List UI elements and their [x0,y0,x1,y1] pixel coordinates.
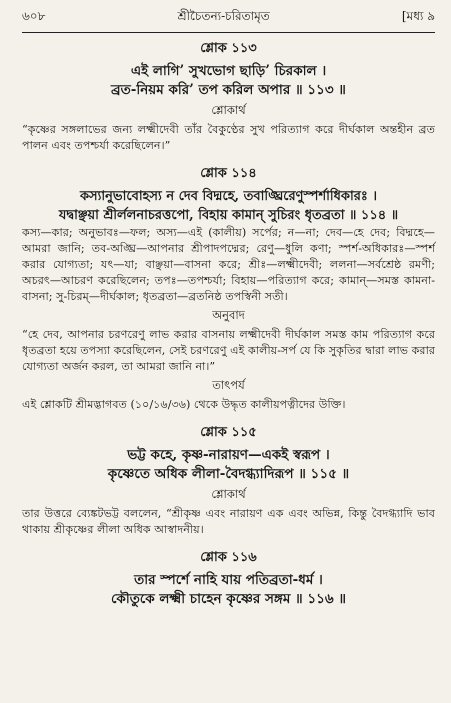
purport-paragraph: এই শ্লোকটি শ্রীমদ্ভাগবত (১০/১৬/৩৬) থেকে উদ্ধৃত কালীয়পত্নীদের উক্তি। [22,398,346,411]
chapter-marker: [মধ্য ৯ [401,9,435,23]
translation-paragraph: “কৃষ্ণের সঙ্গলাভের জন্য লক্ষ্মীদেবী তাঁর বৈকুণ্ঠের সুখ পরিত্যাগ করে দীর্ঘকাল অন্তহীন ব্রত পালন এবং তপশ্চর্যা করেছিলেন।” [22,123,435,152]
translation-paragraph: “হে দেব, আপনার চরণরেণু লাভ করার বাসনায় লক্ষ্মীদেবী দীর্ঘকাল সমস্ত কাম পরিত্যাগ করে ধৃতব্রতা হয়ে তপস্যা করেছিলেন, সেই চরণরেণু এই কালীয়-সর্প যে কি সুকৃতির দ্বারা লাভ করার যোগ্যতা অর্জন করল, তা আমরা জানি না।” [22,328,435,373]
page-header [22,8,435,28]
page-number: ৬০৮ [22,9,46,23]
verse-line: ভট্ট কহে, কৃষ্ণ-নারায়ণ—একই স্বরূপ । [127,447,330,463]
sanskrit-verse-line: কস্যানুভাবোহস্য ন দেব বিদ্মহে, তবাঙ্ঘ্রিরেণুস্পর্শাধিকারঃ । [79,189,378,204]
verse-heading-115: শ্লোক ১১৫ [200,425,257,440]
verse-line: তার স্পর্শে নাহি যায় পতিব্রতা-ধর্ম । [134,572,323,588]
sanskrit-verse-line: যদ্বাঞ্ছয়া শ্রীর্ললনাচরত্তপো, বিহায় কামান্ সুচিরং ধৃতব্রতা ॥ ১১৪ ॥ [58,208,399,223]
verse-heading-113: শ্লোক ১১৩ [200,41,257,56]
verse-line: কৃষ্ণেতে অধিক লীলা-বৈদগ্ধ্যাদিরূপ ॥ ১১৫ ॥ [107,466,350,482]
header-rule [22,32,435,33]
verse-line: ব্রত-নিয়ম করি’ তপ করিল অপার ॥ ১১৩ ॥ [111,82,346,98]
verse-heading-114: শ্লোক ১১৪ [200,166,257,181]
section-label: শ্লোকার্থ [211,487,246,501]
running-title: শ্রীচৈতন্য-চরিতামৃত [177,9,270,23]
verse-line: কৌতুকে লক্ষ্মী চাহেন কৃষ্ণের সঙ্গম ॥ ১১৬ ॥ [110,591,347,607]
verse-line: এই লাগি’ সুখভোগ ছাড়ি’ চিরকাল । [130,63,327,79]
section-label: তাৎপর্য [212,378,245,392]
section-label: শ্লোকার্থ [211,103,246,117]
verse-heading-116: শ্লোক ১১৬ [200,550,257,565]
word-meanings-paragraph: কস্য—কার; অনুভাবঃ—ফল; অস্য—এই (কালীয়) সর্পের; ন—না; দেব—হে দেব; বিদ্মহে—আমরা জানি; তব-অঙ্ঘ্রি—আপনার শ্রীপাদপদ্মের; রেণু—ধুলি কণা; স্পর্শ-অধিকারঃ—স্পর্শ করার যোগ্যতা; যৎ—যা; বাঞ্ছয়া—বাসনা করে; শ্রীঃ—লক্ষ্মীদেবী; ললনা—সর্বশ্রেষ্ঠ রমণী; অচরৎ—আচরণ করেছিলেন; তপঃ—তপশ্চর্যা; বিহায়—পরিত্যাগ করে; কামান্—সমস্ত কামনা-বাসনা; সু-চিরম্—দীর্ঘকাল; ধৃতব্রতা—ব্রতনিষ্ঠ তপস্বিনী সতী। [22,226,435,303]
translation-paragraph: তার উত্তরে ব্যেঙ্কটভট্ট বললেন, “শ্রীকৃষ্ণ এবং নারায়ণ এক এবং অভিন্ন, কিন্তু বৈদগ্ধ্যাদি ভাব থাকায় শ্রীকৃষ্ণের লীলা অধিক আস্বাদনীয়। [22,507,435,536]
section-label: অনুবাদ [212,308,245,322]
